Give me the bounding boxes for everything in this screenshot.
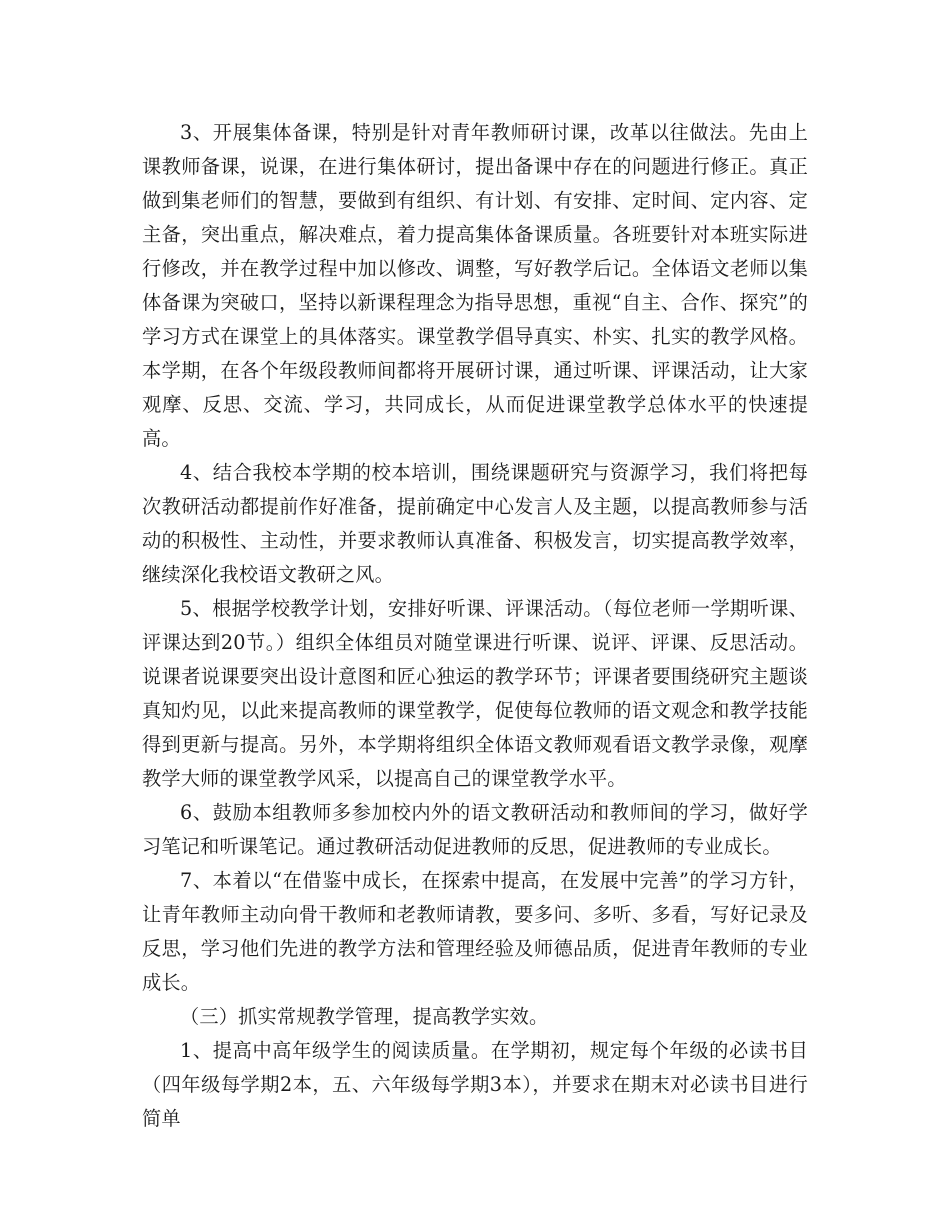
paragraph-item-5: 5、根据学校教学计划，安排好听课、评课活动。（每位老师一学期听课、评课达到20节。）组织全体组员对随堂课进行听课、说评、评课、反思活动。说课者说课要突出设计意图和匠心独运的教学环节；评课者要围绕研究主题谈真知灼见，以此来提高教师的课堂教学，促使每位教师的语文观念和教学技能得到更新与提高。另外，本学期将组织全体语文教师观看语文教学录像，观摩教学大师的课堂教学风采，以提高自己的课堂教学水平。 (142, 597, 808, 790)
paragraph-item-3: 3、开展集体备课，特别是针对青年教师研讨课，改革以往做法。先由上课教师备课，说课，在进行集体研讨，提出备课中存在的问题进行修正。真正做到集老师们的智慧，要做到有组织、有计划、有安排、定时间、定内容、定主备，突出重点，解决难点，着力提高集体备课质量。各班要针对本班实际进行修改，并在教学过程中加以修改、调整，写好教学后记。全体语文老师以集体备课为突破口，坚持以新课程理念为指导思想，重视“自主、合作、探究”的学习方式在课堂上的具体落实。课堂教学倡导真实、朴实、扎实的教学风格。本学期，在各个年级段教师间都将开展研讨课，通过听课、评课活动，让大家观摩、反思、交流、学习，共同成长，从而促进课堂教学总体水平的快速提高。 (142, 121, 808, 450)
paragraph-item-4: 4、结合我校本学期的校本培训，围绕课题研究与资源学习，我们将把每次教研活动都提前作好准备，提前确定中心发言人及主题，以提高教师参与活动的积极性、主动性，并要求教师认真准备、积极发言，切实提高教学效率，继续深化我校语文教研之风。 (142, 461, 808, 586)
paragraph-item-6: 6、鼓励本组教师多参加校内外的语文教研活动和教师间的学习，做好学习笔记和听课笔记。通过教研活动促进教师的反思，促进教师的专业成长。 (142, 801, 808, 858)
paragraph-item-1: 1、提高中高年级学生的阅读质量。在学期初，规定每个年级的必读书目（四年级每学期2本，五、六年级每学期3本），并要求在期末对必读书目进行简单 (142, 1039, 808, 1130)
section-heading-3: （三）抓实常规教学管理，提高教学实效。 (180, 1005, 549, 1028)
document-body (142, 116, 808, 1136)
paragraph-item-7: 7、本着以“在借鉴中成长，在探索中提高，在发展中完善”的学习方针，让青年教师主动向骨干教师和老教师请教，要多问、多听、多看，写好记录及反思，学习他们先进的教学方法和管理经验及师德品质，促进青年教师的专业成长。 (142, 869, 808, 994)
